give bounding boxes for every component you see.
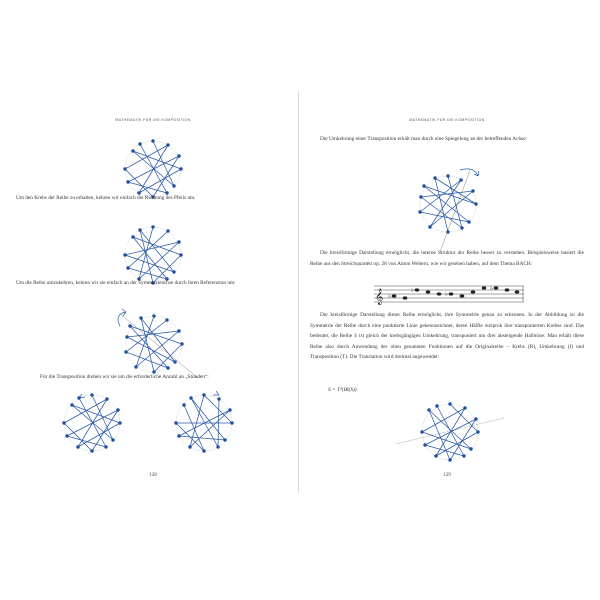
formula: S = T³(IR(S)). xyxy=(328,387,358,393)
music-staff xyxy=(374,280,524,306)
paragraph-webern-row: Die kreisförmige Darstellung ermöglicht, die interne Struktur der Reihe besser zu verstehen. Beispielsweise basiert die Reihe aus den Streichquartett op. 28 von Anton Webern, wie wir gesehen haben, auf dem Thema BACH: xyxy=(310,250,584,267)
tone-row-circle-diagram xyxy=(52,388,132,458)
paragraph-retrograde: Um den Krebs der Reihe zu erhalten, kehren wir einfach die Richtung des Pfeils um. xyxy=(16,195,196,201)
svg-text:♭: ♭ xyxy=(388,293,391,300)
paragraph-transposition: Für die Transposition drehen wir sie um die erforderliche Anzahl an „Stunden“: xyxy=(40,374,209,380)
left-page xyxy=(16,92,290,492)
paragraph-symmetry: Die kreisförmige Darstellung dieser Reihe ermöglicht, ihre Symmetrie genau zu erkennen. In der Abbildung ist die Symmetrie der Reihe durch eine punktierte Linie gekennzeichnet, deren Hälfte reziprok ihre transponierten Krebse sind. Das bedeutet, die Reihe S ist gleich der krebsgängigen Umkehrung, transponiert um drei absteigende Halbtöne. Man erhält diese Reihe also durch Anwendung der oben genannten Funktionen auf die Originalreihe – Krebs (R), Umkehrung (I) und Transposition (T). Die Translation wird dreimal angewendet: xyxy=(310,312,584,361)
paragraph-inverse-transposition: Die Umkehrung einer Transposition erhält man durch eine Spiegelung an der betreffenden Achse: xyxy=(320,136,528,142)
tone-row-circle-reflection-diagram xyxy=(400,164,500,256)
running-head: MATHEMATIK FÜR DIE KOMPOSITION xyxy=(409,118,485,122)
paragraph-inversion: Um die Reihe umzukehren, kehren wir sie einfach an der Symmetrieachse durch ihren Referenzton um: xyxy=(16,280,236,286)
svg-text:♭: ♭ xyxy=(411,287,414,294)
page-number: 129 xyxy=(443,472,451,478)
page-number: 128 xyxy=(149,472,157,478)
tone-row-symmetry-diagram xyxy=(396,396,504,468)
book-gutter xyxy=(298,92,299,492)
svg-text:♭: ♭ xyxy=(445,291,448,298)
treble-clef-icon: 𝄞 xyxy=(375,289,384,305)
svg-text:♭: ♭ xyxy=(490,285,493,292)
tone-row-circle-transposed-diagram xyxy=(164,388,244,458)
running-head: MATHEMATIK FÜR DIE KOMPOSITION xyxy=(115,118,191,122)
right-page xyxy=(310,92,584,492)
